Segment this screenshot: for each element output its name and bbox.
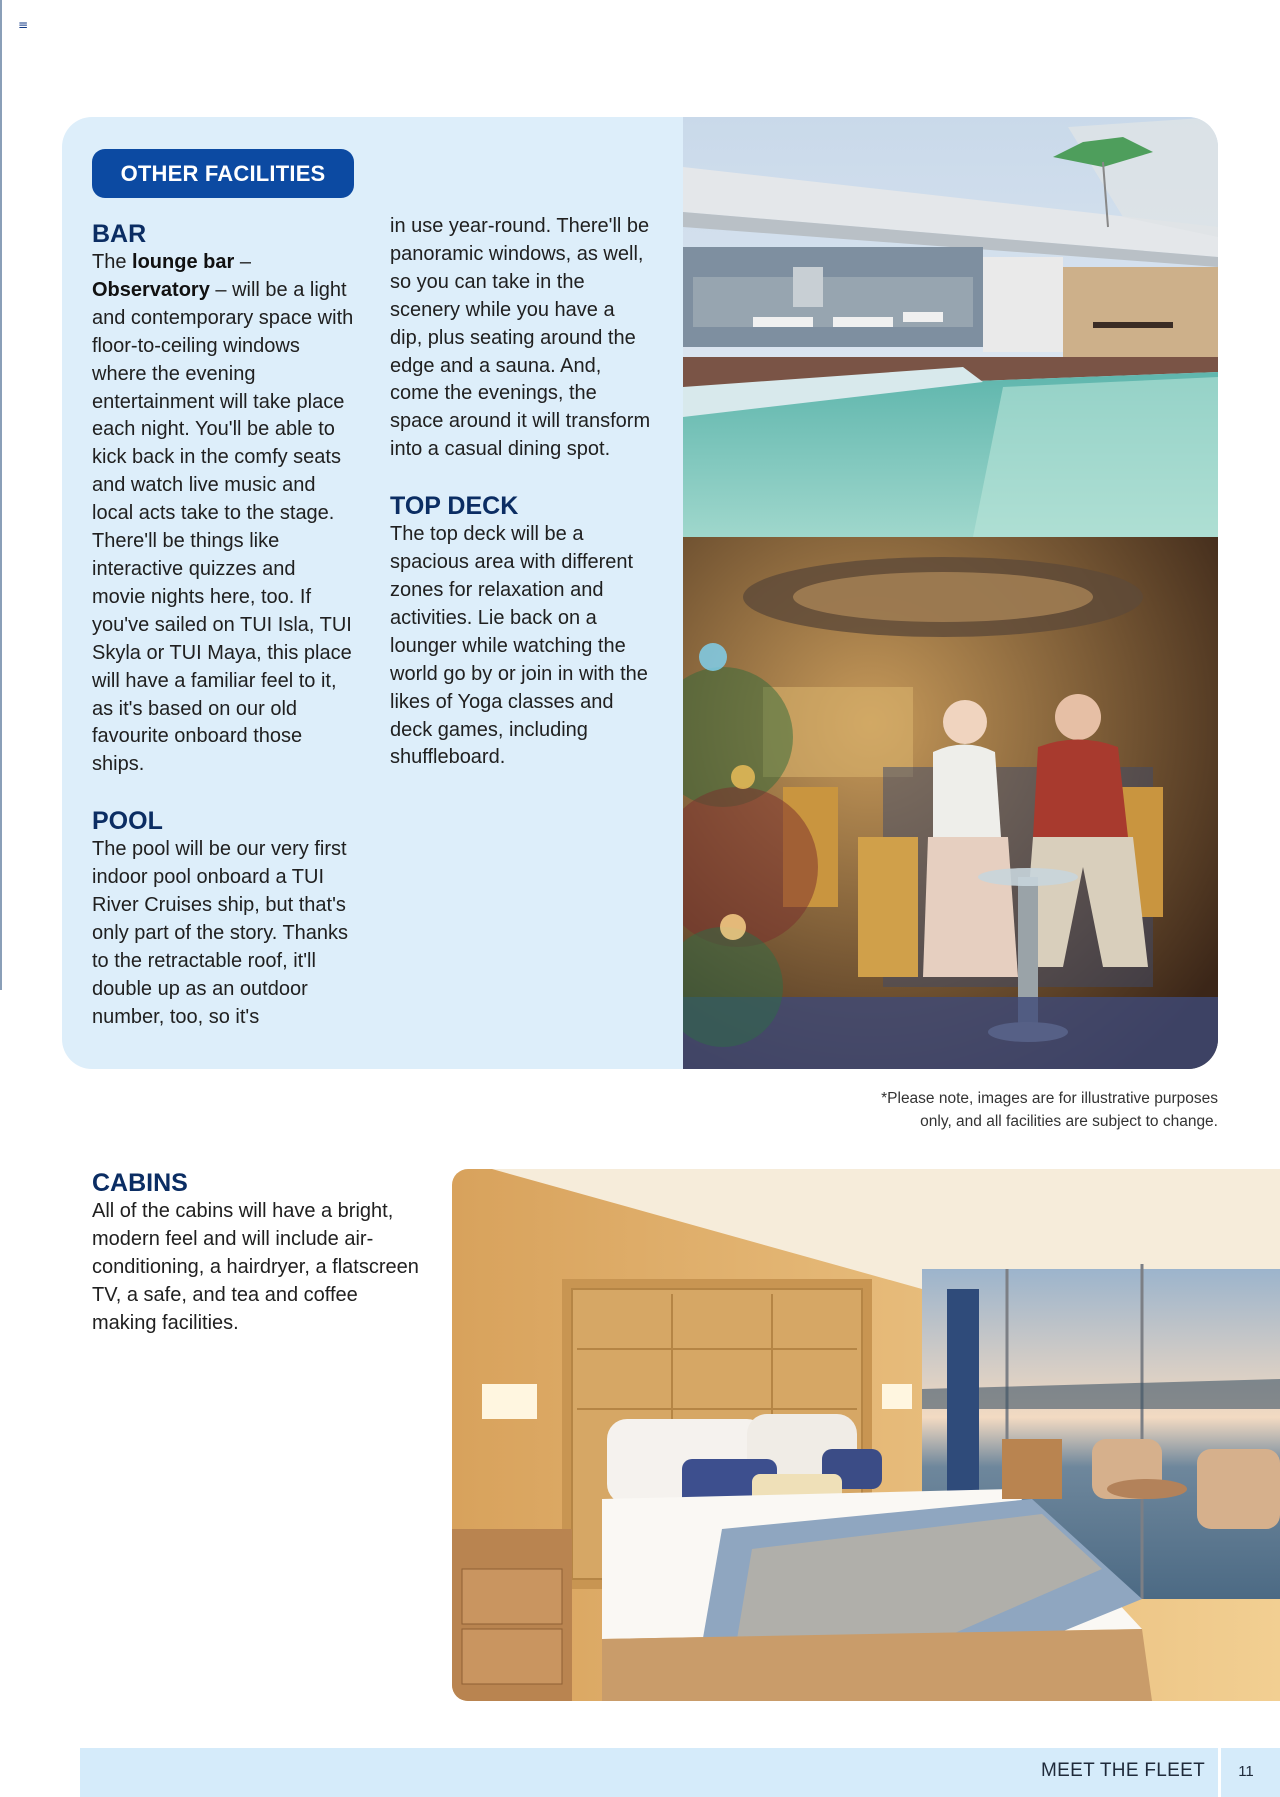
pool-photo bbox=[683, 117, 1218, 537]
disclaimer-line2: only, and all facilities are subject to change. bbox=[920, 1113, 1218, 1130]
facilities-panel bbox=[62, 117, 1218, 1069]
page-number: 11 bbox=[1238, 1763, 1254, 1780]
footer-separator bbox=[1218, 1748, 1221, 1797]
page-edge bbox=[0, 0, 2, 990]
disclaimer-line1: *Please note, images are for illustrative purposes bbox=[881, 1090, 1218, 1107]
bar-photo bbox=[683, 537, 1218, 1069]
pool-text-part1: The pool will be our very first indoor pool onboard a TUI River Cruises ship, but that's only part of the story. Thanks to the retractable roof, it'll double up as an outdoor number, too, so it's bbox=[92, 838, 349, 1028]
footer-title: MEET THE FLEET bbox=[1041, 1760, 1205, 1781]
disclaimer bbox=[798, 1087, 1218, 1133]
bar-text: The lounge bar – Observatory – will be a light and contemporary space with floor-to-ceiling windows where the evening entertainment will take place each night. You'll be able to kick back in the comfy seats and watch live music and local acts take to the stage. There'll be things like interactive quizzes and movie nights here, too. If you've sailed on TUI Isla, TUI Skyla or TUI Maya, this place will have a familiar feel to it, as it's based on our old favourite onboard those ships. bbox=[92, 251, 354, 776]
menu-icon[interactable]: ≡ bbox=[18, 18, 29, 32]
cabin-photo bbox=[452, 1169, 1280, 1701]
cabins-section bbox=[92, 1168, 422, 1338]
cabins-heading: CABINS bbox=[92, 1169, 188, 1197]
right-column bbox=[390, 213, 652, 772]
top-deck-text: The top deck will be a spacious area with different zones for relaxation and activities. Lie back on a lounger while watching the world go by or join in with the likes of Yoga classes and deck games, including shuffleboard. bbox=[390, 523, 648, 769]
cabins-text: All of the cabins will have a bright, modern feel and will include air-conditioning, a hairdryer, a flatscreen TV, a safe, and tea and coffee making facilities. bbox=[92, 1200, 419, 1334]
section-label: OTHER FACILITIES bbox=[92, 149, 354, 198]
left-column bbox=[92, 219, 354, 1032]
lounge-bar-bold: lounge bar bbox=[132, 251, 235, 273]
observatory-bold: Observatory bbox=[92, 278, 210, 301]
top-deck-heading: TOP DECK bbox=[390, 492, 519, 521]
pool-heading: POOL bbox=[92, 807, 163, 836]
bar-heading: BAR bbox=[92, 220, 147, 248]
pool-text-part2: in use year-round. There'll be panoramic windows, as well, so you can take in the scenery while you have a dip, plus seating around the edge and a sauna. And, come the evenings, the space around it will transform into a casual dining spot. bbox=[390, 215, 651, 461]
